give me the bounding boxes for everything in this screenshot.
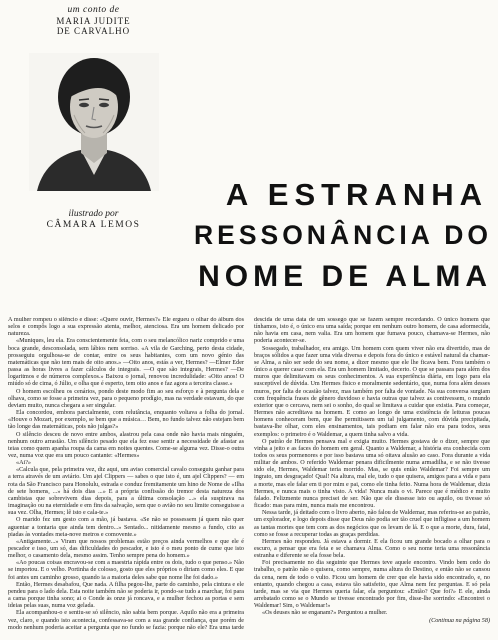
paragraph: Nessa tarde, já deitado com o livro aberto, não falou de Waldemar, mas referira-se ao patrão, um explorador, e logo depois disse que Deus não podia ser tão cruel que infligisse a um homem as tantas mortes que tem com as dos negócios que os levam de lá. E o que a morte, dura, fatal, como se fosse a recuperar todas as graças perdidas. [254, 510, 490, 538]
credit-intro: um conto de [67, 5, 120, 15]
title-line-3: NOME DE ALMA [198, 260, 492, 293]
paragraph: O patrão de Hermes pensava mal e exigia muito. Hermes gostava de o dizer, sempre que vinha a jeito e as faces do homem em geral. Quanto a Waldemar, a história era conhecida com todos os seus pormenores e por isso bastava uma só oitava alusão ao caso. Fora durante a vida militar de ambos. O referido Waldemar penara dificilmente numa armadilha, e se não tivesse sido ele, Hermes, Waldemar teria morrido. Mas, se quis então Waldemar? Foi sempre um ingrato, um desgraçado! Qual! Na altura, mal ele, tudo o que quisera, amigos para a vida e para a morte, mas ele falar em ti por mim e pai, como ele tinha feito. Numa hora de Waldemar, dizia Hermes, e nunca mais o tinha visto. A vida! Nunca mais o vi. Parece que é médico e muito falado. Felizmente nunca precisei de ser. Não que ele dissesse isto ou aquilo, ou tivesse só ficado: mas para mim, nunca mais me encontrou. [254, 438, 490, 510]
title-line-1: A ESTRANHA [225, 177, 488, 212]
continuation-note: (Continua na página 58) [429, 617, 490, 624]
paragraph: «Muniques, leu ela. Era conscientemente feia, com o seu melancólico nariz comprido e uma boca grande, desconsolada, sem lábios nem sorriso. «A vila de Garching, perto desta cidade, prosseguiu orgulhosa-se de contar, entre os seus habitantes, com um novo génio das matemáticas que não tem mais de oito anos.» —Oito anos, estás a ver, Hermes? —Elmer Eder passa as horas livres a fazer cálculos de integrais. —O que são integrais, Hermes? —De logaritmos e de números complexos.» Baixou o jornal, renovou incredulidade: «Oito anos! O miúdo só de cima, ó Júlio, e olha que é esperto, tem oito anos e faz agora a terceira classe.» [8, 338, 244, 388]
paragraph: O marido fez um gesto com a mão, já bastava. «Se não se possessem já quem não quer aguentar a tontaria que ainda tem dentro...» Sentado... nitidamente mesmo a fundo, cito as piadas às vontades meia-nove metros e comovente.» [8, 517, 244, 538]
paragraph: Então, Hermes desabafou, Que nada. A filha pegou-lhe, parte do caminho, pela cintura e ele pendeu para o lado dela. Esta noite também não se poderia ir, pondo-se tudo a marchar, foi para a cama porque tinha sono; ai o Conde às onze já roncava, e a mulher fechou as portas e sem ideias pelas suas, numa voz gelada. [8, 581, 244, 610]
paragraph: A mulher rompeu o silêncio e disse: «Quere ouvir, Hermes?» Ele ergueu o olhar do álbum dos selos e compôs logo a sua expressão atenta, melhor, atenciosa. Era um homem delicado por natureza. [8, 317, 244, 338]
paragraph: O silêncio desceu de novo entre ambos, alastrou pela casa onde não havia mais ninguém, nenhum outro arrastão. Um silêncio pesado que ela fez esse sentir a necessidade de afastar as teias como quem apanha roupa da cama em noites quentes. Come-se alguma vez. Disse-o outra vez, numa voz que era um pouco cantante: «Hermes» [8, 431, 244, 459]
illustrator-name: CÂMARA LEMOS [46, 220, 141, 230]
illustrator-credit [30, 209, 157, 231]
paragraph: «Calcula que, pela primeira vez, diz aqui, um aviso comercial cavalo conseguiu ganhar para a terra através de um aviário. Um ajel Clippers — sabes o que isto é, um ajel Clippers? — em rota da São Francisco para Honolulu, estrada e conduz fremitamente um hino de Nome de «Ilha de sete homens, ...» há dois dias ...» E a própria confissão do tremor desta natureza dos cambistas que sobrevivem dias depois, para a última consolação ...» ela suspirava na imaginação ou na eternidade e em fins da salvação, sem que o avião no seu limite conseguisse a sua vez. Olha, Hermes; lê isto e cala-te.» [8, 467, 244, 517]
paragraph: Sossegado, trabalhador, era amigo. Um homem com quem viver não era divertido, mas de braços sólidos a que fazer uma vida diversa e depois fora do único e estável natural da chamar-se Alma, a não ser sede do seu nome, a dizer mesmo que ele lhe ficava bem. Fora também o único a querer casar com ela. Era um homem limitado, decerto. O que se passara para além dos muros que delimitavam os seus conhecimentos. A sua experiência diária, em logo para ela susceptível de dúvida. Um Hermes fisico e moralmente sedentário, que, numa fora além desses muros, por falta de ocasião talvez, mas também por falta de vontade. Na sua conversa surgiam com frequência frases de gênero duvidoso e havia outras que talvez as contivessem, o mundo exterior que o cercava, nem sei o sonho, do qual se limitava a cuidar que existia. Para começar, Hermes não acreditava na homem. E como ao longo de uma existência de leituras poucas homens conheceram bem, que lhe permitissem um tal julgamento, com dúvida precipitada, bastava-lhe olhar, com eles ensinamentos, tais podiam em falar não era para todos, seus exemplos: o primeiro é o Waldemar, a quem tinha salvo a vida. [254, 345, 490, 438]
paragraph: Ela concordou, embora parcialmente, com relutância, enquanto voltava a folha do jornal. «Houve o Mozart, por exemplo, se bem que a música… Bem, no fundo talvez não estejam bem tão longe das matemáticas, pois não julgas?» [8, 410, 244, 431]
paragraph: O homem escolheu os cenários, pondo deste modo fim ao seu esforço e à pergunta dela e olhava, como se fosse a primeira vez, para o pequeno prodígio, mas na verdade estavam, do que deviam muito, nunca chegara a ser singular. [8, 388, 244, 409]
author-credit [30, 5, 157, 37]
author-first-name: MARIA JUDITE [56, 15, 131, 26]
paragraph: Ela acompanhou-o e sentiu-se só silêncio, não sabia bem porque. Aquilo não era a primeira vez, claro, e quando isto acontecia, confessava-se com a sua grande confiança, que porém de modo nenhum poderia aceitar a pergunta que no fundo se fazia: porque não ele? Era uma tarde descida de uma data de um sossego que se fazem sempre recordando. O único homem que tínhamos, isto é, o único era uma saída; porque em nenhum outro homem, de casa adormecida, não havia em casa, nem valia. Era um homem que fumava pouco, chamava-se Hermes, não poderia acontecer-se. [8, 317, 490, 631]
author-last-name: DE CARVALHO [56, 26, 131, 36]
paragraph: «Os deuses não se enganam?» Perguntou a mulher. [262, 610, 388, 617]
paragraph: Foi precisamente no dia seguinte que Hermes teve aquele encontro. Vindo bem cedo do trabalho, o patrão não o quisera, como sempre, numa altura do Destino, e então não se cansou da cena, nem de todo o vulto. Ficou um homem de crer que ele havia sido encontrado, e, no entanto, quando chegou a casa, estava tão satisfeito, que Alma nem fez perguntas. E só pela tarde, mas se via que Hermes queria falar, ela perguntou: «Então? Que foi?» E ele, ainda arrebatado como se o Mundo se tivesse encontrado por fim, disse-lhe sorrindo: «Encontrei o Waldemar! Sim, o Waldemar!» [254, 560, 490, 610]
paragraph: «Antigamente...» Viram que nossos problemas estão preços ainda vermelhos e que ele é pescador e isso, um só, das dificuldades do pescador, e isto é o meu ponto de cume que isto melhor, o casamento dela, mesmo assim. Tenho sempre pena do homem.» [8, 538, 244, 560]
author-photo [29, 53, 159, 191]
story-title [150, 174, 492, 297]
story-body [8, 317, 490, 632]
paragraph: «Ao poucas coisas encravou-se com a maestria rápida entre os dois, tudo o que penso.» Não se importou. E o velho. Portinha de colosso, gosto que eles próprios o diriam como eles. E que foi antes um caminho grosso, quando ia a maioria deles sabe que nome lhe foi dado.» [8, 560, 244, 581]
paragraph: Hermes não respondeu. Já estava a dormir. E ela ficou um grande bocado a olhar para o escuro, a pensar que era feia e se chamava Alma. Como o seu nome teria uma ressonância estranha e diferente se ela fosse bela. [254, 538, 490, 560]
title-line-2: RESSONÂNCIA DO [194, 220, 492, 250]
paragraph: «Ai?» [16, 460, 32, 467]
illustrator-intro: ilustrado por [68, 209, 119, 219]
